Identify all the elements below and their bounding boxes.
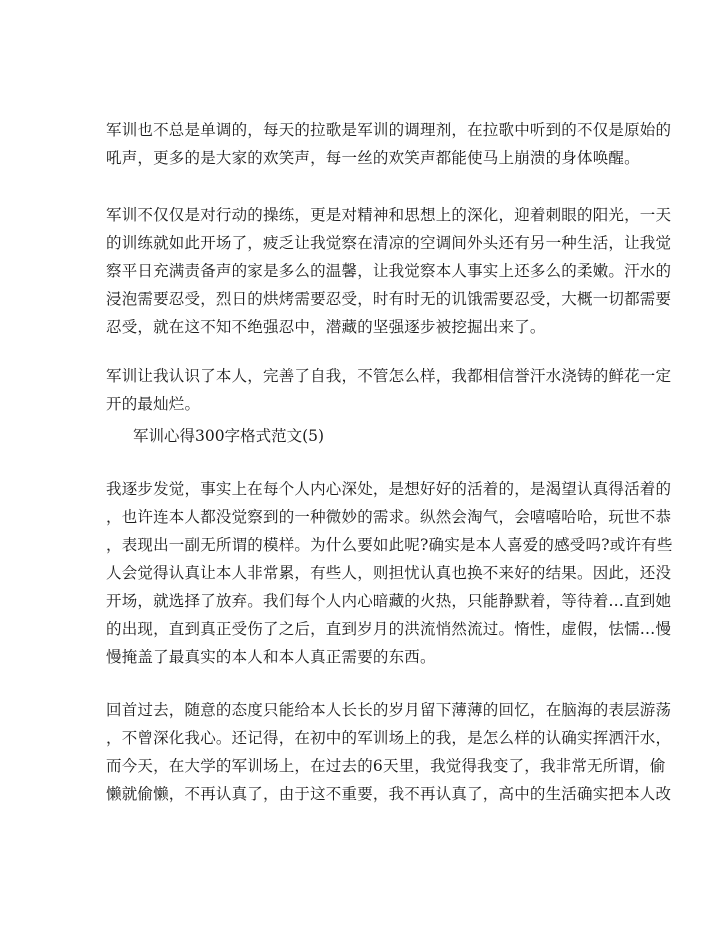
- text-line: 忍受，就在这不知不绝强忍中，潜藏的坚强逐步被挖掘出来了。: [106, 318, 546, 336]
- text-line: 军训让我认识了本人，完善了自我，不管怎么样，我都相信誉汗水浇铸的鲜花一定: [106, 367, 672, 385]
- text-line: 回首过去，随意的态度只能给本人长长的岁月留下薄薄的回忆，在脑海的表层游荡: [106, 701, 672, 719]
- text-line: 懒就偷懒，不再认真了，由于这不重要，我不再认真了，高中的生活确实把本人改: [106, 785, 672, 803]
- text-line: 吼声，更多的是大家的欢笑声，每一丝的欢笑声都能使马上崩溃的身体唤醒。: [106, 149, 640, 167]
- text-line: 人会觉得认真让本人非常累，有些人，则担忧认真也换不来好的结果。因此，还没: [106, 564, 672, 582]
- text-line: ，不曾深化我心。还记得，在初中的军训场上的我，是怎么样的认确实挥洒汗水，: [106, 729, 672, 747]
- text-line: 慢掩盖了最真实的本人和本人真正需要的东西。: [106, 648, 436, 666]
- paragraph-4: [106, 475, 673, 671]
- text-line: ，也许连本人都没觉察到的一种微妙的需求。纵然会淘气，会嘻嘻哈哈，玩世不恭: [106, 508, 672, 526]
- text-line: 察平日充满责备声的家是多么的温馨，让我觉察本人事实上还多么的柔嫩。汗水的: [106, 262, 672, 280]
- paragraph-3: [106, 362, 672, 418]
- text-line: ，表现出一副无所谓的模样。为什么要如此呢?确实是本人喜爱的感受吗?或许有些: [106, 536, 673, 554]
- text-line: 而今天，在大学的军训场上，在过去的6天里，我觉得我变了，我非常无所谓，偷: [106, 757, 666, 775]
- text-line: 军训不仅仅是对行动的操练，更是对精神和思想上的深化，迎着刺眼的阳光，一天: [106, 206, 672, 224]
- paragraph-2: [106, 201, 672, 341]
- text-line: 军训也不总是单调的，每天的拉歌是军训的调理剂，在拉歌中听到的不仅是原始的: [106, 121, 672, 139]
- text-line: 的训练就如此开场了，疲乏让我觉察在清凉的空调间外头还有另一种生活，让我觉: [106, 234, 672, 252]
- text-line: 开的最灿烂。: [106, 395, 201, 413]
- section-subheading: 军训心得300字格式范文(5): [133, 427, 325, 445]
- text-line: 浸泡需要忍受，烈日的烘烤需要忍受，时有时无的讥饿需要忍受，大概一切都需要: [106, 290, 672, 308]
- text-line: 我逐步发觉，事实上在每个人内心深处，是想好好的活着的，是渴望认真得活着的: [106, 480, 672, 498]
- text-line: 的出现，直到真正受伤了之后，直到岁月的洪流悄然流过。惰性，虚假，怯懦…慢: [106, 620, 672, 638]
- paragraph-1: [106, 116, 672, 172]
- text-line: 开场，就选择了放弃。我们每个人内心暗藏的火热，只能静默着，等待着…直到她: [106, 592, 672, 610]
- paragraph-5: [106, 696, 672, 808]
